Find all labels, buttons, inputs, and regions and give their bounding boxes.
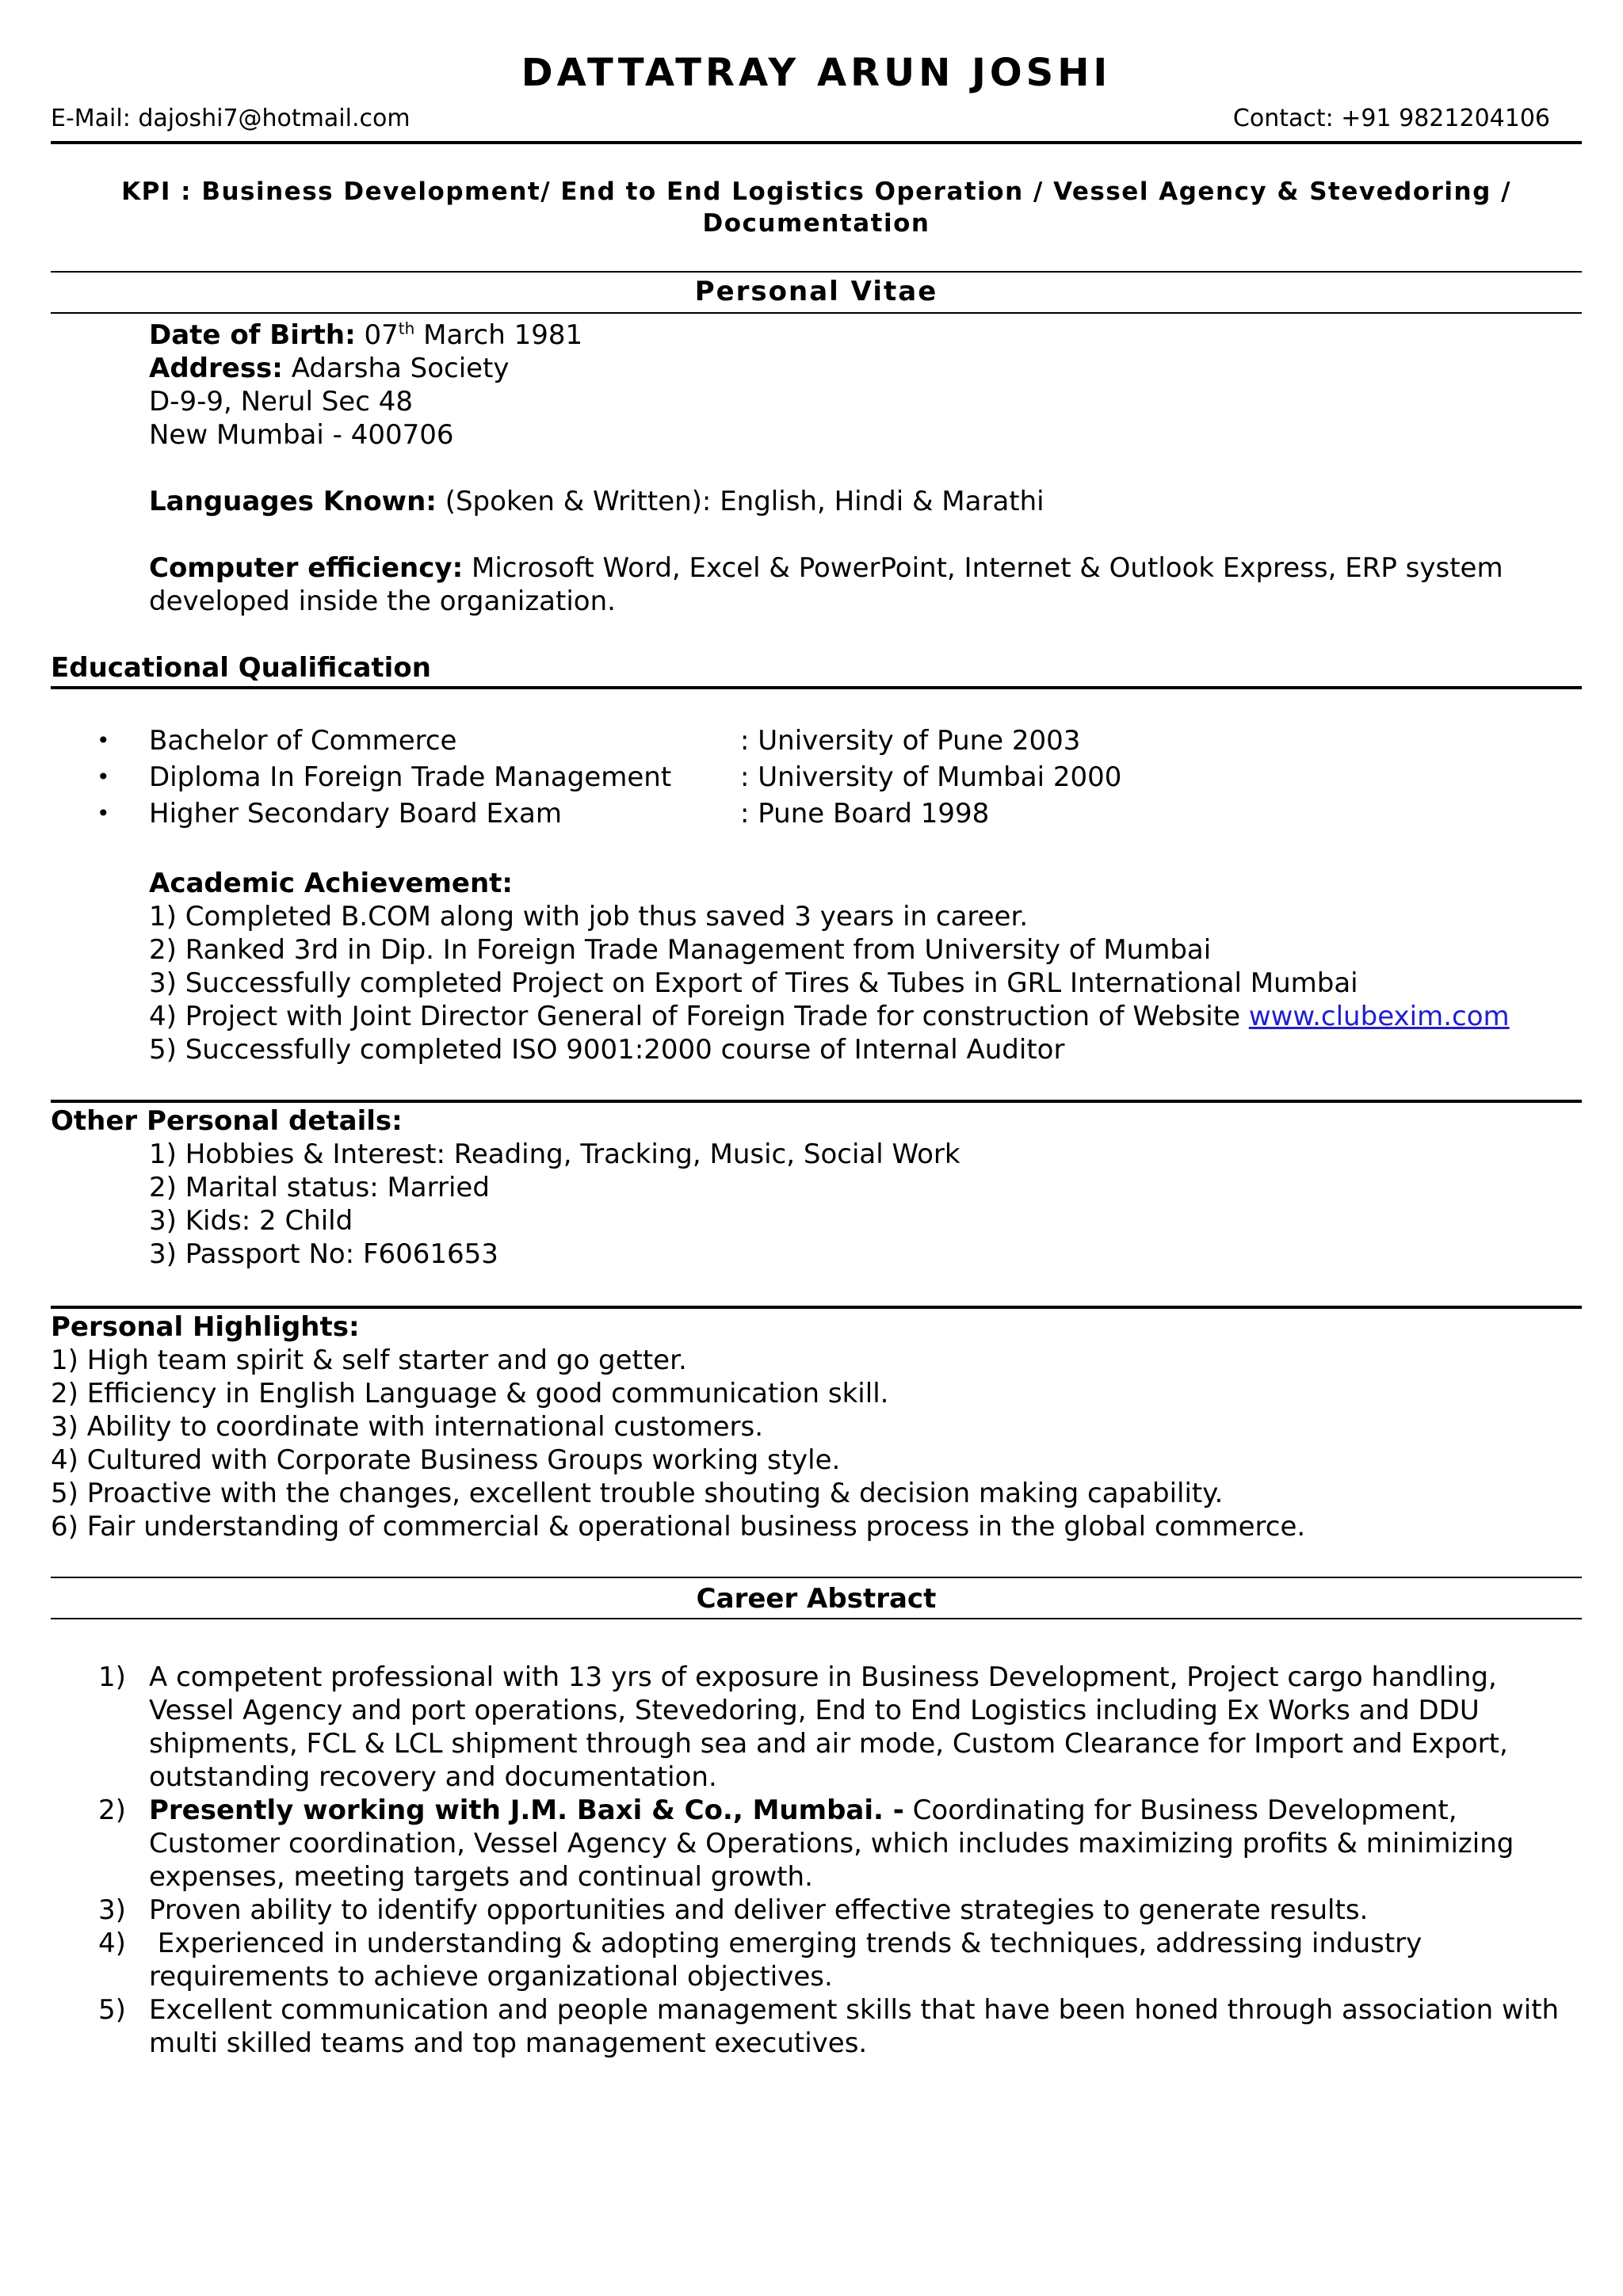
institution-name: : University of Mumbai 2000	[740, 761, 1122, 793]
computer-line-2: developed inside the organization.	[149, 585, 616, 617]
highlights-block	[51, 1344, 1477, 1543]
education-row	[51, 761, 1556, 797]
highlight-item: 4) Cultured with Corporate Business Groups working style.	[51, 1444, 841, 1476]
section-title-personal-vitae: Personal Vitae	[694, 276, 938, 307]
section-divider	[51, 1577, 1582, 1578]
email-text: E-Mail: dajoshi7@hotmail.com	[51, 105, 411, 132]
section-divider	[51, 312, 1582, 314]
other-details-block	[149, 1138, 1575, 1271]
computer-line	[149, 551, 1575, 585]
address-line-3: New Mumbai - 400706	[149, 419, 454, 451]
languages-value: (Spoken & Written): English, Hindi & Marathi	[436, 486, 1044, 517]
address-value: Adarsha Society	[282, 353, 510, 384]
current-employer: Presently working with J.M. Baxi & Co., Mumbai. -	[149, 1794, 904, 1826]
institution-name: : University of Pune 2003	[740, 725, 1081, 757]
achievement-item-with-link	[149, 1000, 1575, 1033]
detail-item: 3) Kids: 2 Child	[149, 1205, 353, 1237]
career-line: Experienced in understanding & adopting emerging trends & techniques, addressing industry	[149, 1928, 1423, 1959]
languages-line	[149, 485, 1575, 518]
career-line: expenses, meeting targets and continual growth.	[149, 1861, 813, 1893]
section-title-other-details: Other Personal details:	[51, 1105, 403, 1137]
career-item-number: 4)	[98, 1928, 126, 1959]
phone-text: Contact: +91 9821204106	[1232, 105, 1550, 132]
career-line: A competent professional with 13 yrs of exposure in Business Development, Project cargo handling,	[149, 1661, 1497, 1693]
highlight-item: 6) Fair understanding of commercial & operational business process in the global commerce.	[51, 1511, 1306, 1543]
highlight-item: 5) Proactive with the changes, excellent trouble shouting & decision making capability.	[51, 1478, 1224, 1509]
section-title-highlights: Personal Highlights:	[51, 1311, 360, 1343]
kpi-line: Documentation	[702, 209, 930, 238]
bullet-icon: •	[97, 800, 110, 826]
section-title-education: Educational Qualification	[51, 652, 431, 684]
section-divider	[51, 1100, 1582, 1103]
achievement-title: Academic Achievement:	[149, 868, 514, 899]
career-item-number: 5)	[98, 1994, 126, 2026]
resume-page	[51, 0, 1582, 2296]
achievement-item: 3) Successfully completed Project on Export of Tires & Tubes in GRL International Mumbai	[149, 967, 1358, 999]
detail-item: 1) Hobbies & Interest: Reading, Tracking, Music, Social Work	[149, 1138, 960, 1170]
highlight-item: 2) Efficiency in English Language & good communication skill.	[51, 1378, 889, 1409]
dob-rest: March 1981	[414, 319, 583, 351]
career-line: shipments, FCL & LCL shipment through sea and air mode, Custom Clearance for Import and Export,	[149, 1728, 1508, 1760]
languages-label: Languages Known:	[149, 486, 437, 517]
dob-suffix: th	[398, 318, 415, 338]
dob-label: Date of Birth:	[149, 319, 356, 351]
career-line: Vessel Agency and port operations, Stevedoring, End to End Logistics including Ex Works and DDU	[149, 1695, 1480, 1726]
address-line	[149, 352, 1575, 385]
kpi-line: KPI : Business Development/ End to End Logistics Operation / Vessel Agency & Stevedoring /	[121, 177, 1511, 206]
education-row	[51, 797, 1556, 833]
section-divider	[51, 1306, 1582, 1309]
institution-name: : Pune Board 1998	[740, 798, 990, 830]
career-line: outstanding recovery and documentation.	[149, 1761, 717, 1793]
website-link[interactable]: www.clubexim.com	[1248, 1001, 1510, 1032]
bullet-icon: •	[97, 727, 110, 753]
degree-name: Higher Secondary Board Exam	[149, 798, 563, 830]
computer-value: Microsoft Word, Excel & PowerPoint, Internet & Outlook Express, ERP system	[463, 552, 1503, 584]
career-item-text	[149, 1927, 1591, 1993]
address-line-2: D-9-9, Nerul Sec 48	[149, 386, 413, 418]
address-label: Address:	[149, 353, 283, 384]
section-divider	[51, 1618, 1582, 1619]
computer-label: Computer efficiency:	[149, 552, 464, 584]
candidate-name: DATTATRAY ARUN JOSHI	[521, 51, 1112, 95]
career-line: Customer coordination, Vessel Agency & Operations, which includes maximizing profits & minimizing	[149, 1828, 1514, 1859]
career-line: requirements to achieve organizational objectives.	[149, 1961, 833, 1993]
career-item-number: 2)	[98, 1794, 126, 1826]
career-item-text	[149, 1894, 1591, 1927]
education-row	[51, 724, 1556, 761]
dob-line	[149, 318, 1575, 352]
highlight-item: 3) Ability to coordinate with international customers.	[51, 1411, 764, 1443]
section-divider	[51, 686, 1582, 689]
kpi-statement	[82, 176, 1550, 239]
achievement-item: 4) Project with Joint Director General of Foreign Trade for construction of Website	[149, 1001, 1249, 1032]
career-item-number: 3)	[98, 1894, 126, 1926]
academic-achievement-block	[149, 867, 1575, 1066]
career-lead-rest: Coordinating for Business Development,	[903, 1794, 1457, 1826]
degree-name: Diploma In Foreign Trade Management	[149, 761, 672, 793]
career-line: Proven ability to identify opportunities and deliver effective strategies to generate results.	[149, 1894, 1369, 1926]
header-divider	[51, 141, 1582, 144]
career-item-text	[149, 1993, 1591, 2060]
career-line: multi skilled teams and top management executives.	[149, 2027, 868, 2059]
bullet-icon: •	[97, 764, 110, 790]
achievement-item: 5) Successfully completed ISO 9001:2000 course of Internal Auditor	[149, 1034, 1065, 1066]
personal-vitae-block	[149, 318, 1575, 618]
section-title-career-abstract: Career Abstract	[696, 1583, 937, 1615]
degree-name: Bachelor of Commerce	[149, 725, 457, 757]
section-divider	[51, 271, 1582, 273]
career-item-number: 1)	[98, 1661, 126, 1693]
career-item-text	[149, 1661, 1591, 1794]
career-line: Excellent communication and people management skills that have been honed through association with	[149, 1994, 1560, 2026]
dob-day: 07	[355, 319, 399, 351]
career-item-text	[149, 1794, 1591, 1894]
achievement-item: 1) Completed B.COM along with job thus saved 3 years in career.	[149, 901, 1029, 933]
achievement-item: 2) Ranked 3rd in Dip. In Foreign Trade Management from University of Mumbai	[149, 934, 1212, 966]
career-lead-line	[149, 1794, 1591, 1827]
detail-item: 2) Marital status: Married	[149, 1172, 490, 1203]
highlight-item: 1) High team spirit & self starter and go getter.	[51, 1344, 687, 1376]
detail-item: 3) Passport No: F6061653	[149, 1238, 498, 1270]
